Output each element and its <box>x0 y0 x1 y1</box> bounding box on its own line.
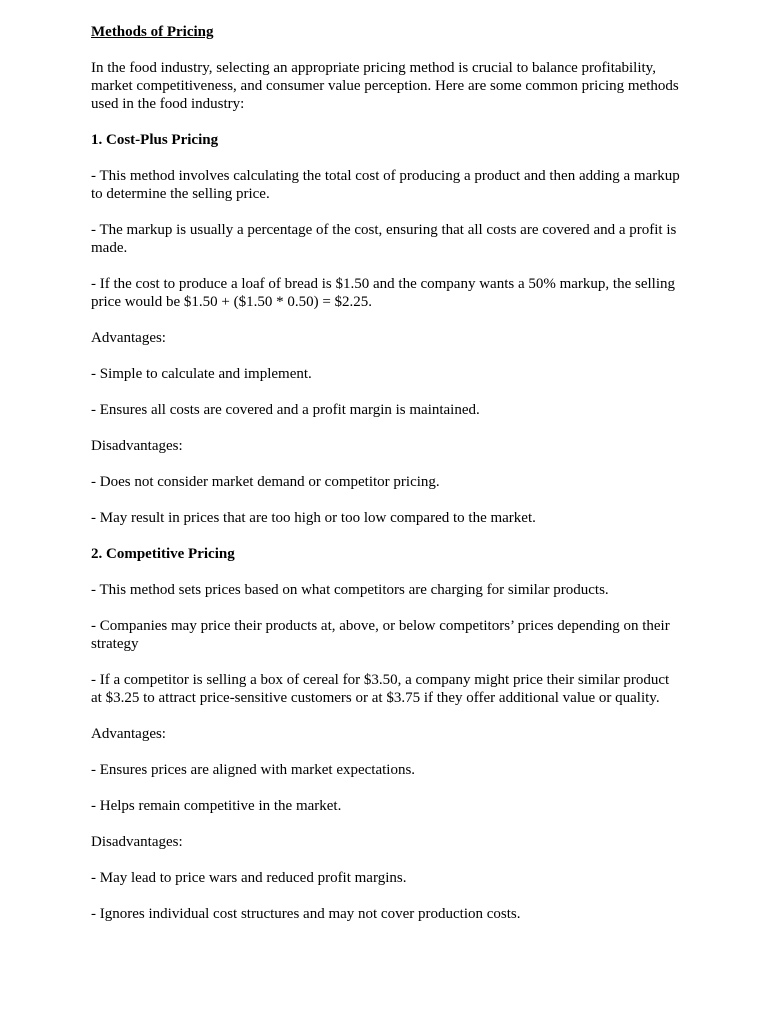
intro-paragraph: In the food industry, selecting an appropriate pricing method is crucial to balance profitability, market competitiveness, and consumer value perception. Here are some common pricing methods used in the food industry: <box>91 60 679 112</box>
competitive-disadvantages-label: Disadvantages: <box>91 834 183 850</box>
competitive-advantages-label: Advantages: <box>91 726 166 742</box>
document-body <box>91 23 681 941</box>
competitive-disadvantage: - May lead to price wars and reduced profit margins. <box>91 870 407 886</box>
cost-plus-disadvantage: - May result in prices that are too high or too low compared to the market. <box>91 510 536 526</box>
competitive-advantage: - Ensures prices are aligned with market expectations. <box>91 762 416 778</box>
cost-plus-advantages-label: Advantages: <box>91 330 166 346</box>
cost-plus-advantage: - Simple to calculate and implement. <box>91 366 312 382</box>
cost-plus-advantage: - Ensures all costs are covered and a profit margin is maintained. <box>91 402 480 418</box>
cost-plus-point: - This method involves calculating the total cost of producing a product and then adding a markup to determine the selling price. <box>91 168 680 202</box>
cost-plus-disadvantage: - Does not consider market demand or competitor pricing. <box>91 474 440 490</box>
competitive-point: - Companies may price their products at, above, or below competitors’ prices depending on their strategy <box>91 618 670 652</box>
document-title: Methods of Pricing <box>91 24 214 40</box>
cost-plus-point: - If the cost to produce a loaf of bread is $1.50 and the company wants a 50% markup, the selling price would be $1.50 + ($1.50 * 0.50) = $2.25. <box>91 276 675 310</box>
section-heading-competitive: 2. Competitive Pricing <box>91 546 235 562</box>
cost-plus-point: - The markup is usually a percentage of the cost, ensuring that all costs are covered and a profit is made. <box>91 222 677 256</box>
cost-plus-disadvantages-label: Disadvantages: <box>91 438 183 454</box>
competitive-point: - This method sets prices based on what competitors are charging for similar products. <box>91 582 609 598</box>
section-heading-cost-plus: 1. Cost-Plus Pricing <box>91 132 219 148</box>
competitive-disadvantage: - Ignores individual cost structures and may not cover production costs. <box>91 906 521 922</box>
competitive-point: - If a competitor is selling a box of cereal for $3.50, a company might price their similar product at $3.25 to attract price-sensitive customers or at $3.75 if they offer additional value or quality. <box>91 672 670 706</box>
competitive-advantage: - Helps remain competitive in the market. <box>91 798 342 814</box>
